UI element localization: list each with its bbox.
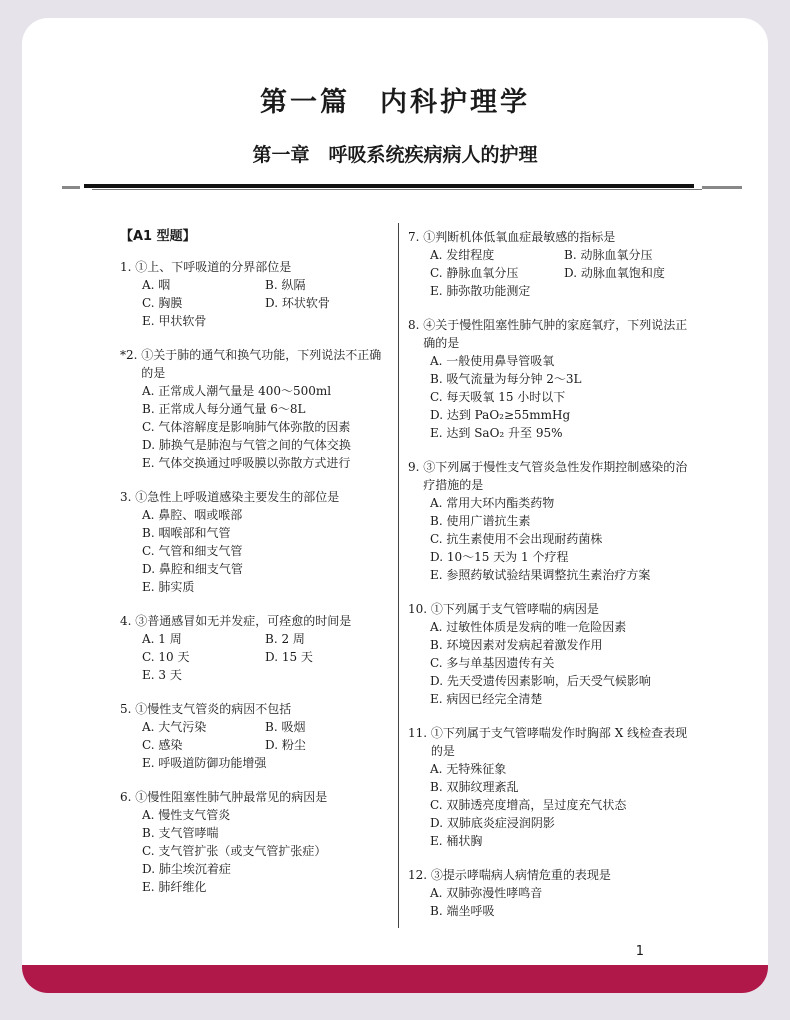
header-rule-thin (92, 189, 702, 190)
answer-option: E. 桶状胸 (430, 834, 483, 848)
option-row (430, 530, 698, 548)
option-row (142, 578, 388, 596)
answer-option: D. 肺换气是肺泡与气管之间的气体交换 (142, 438, 351, 452)
option-row (142, 312, 388, 330)
answer-option: D. 粉尘 (265, 738, 306, 752)
answer-option: D. 动脉血氧饱和度 (564, 266, 665, 280)
option-row (430, 548, 698, 566)
answer-option: B. 双肺纹理紊乱 (430, 780, 519, 794)
question-text: ③下列属于慢性支气管炎急性发作期控制感染的治疗措施的是 (423, 460, 688, 492)
answer-options (408, 760, 698, 850)
answer-option: C. 气体溶解度是影响肺气体弥散的因素 (142, 420, 351, 434)
answer-option: A. 常用大环内酯类药物 (430, 496, 555, 510)
answer-option: B. 环境因素对发病起着激发作用 (430, 638, 603, 652)
answer-option: A. 一般使用鼻导管吸氧 (430, 354, 555, 368)
option-row (142, 418, 388, 436)
answer-option: D. 鼻腔和细支气管 (142, 562, 243, 576)
question-text: ④关于慢性阻塞性肺气肿的家庭氧疗，下列说法正确的是 (423, 318, 688, 350)
column-divider (398, 223, 399, 928)
answer-options (408, 884, 698, 920)
answer-option: C. 10 天 (142, 650, 190, 664)
option-row (142, 276, 388, 294)
answer-option: B. 正常成人每分通气量 6～8L (142, 402, 306, 416)
question-text: ①急性上呼吸道感染主要发生的部位是 (135, 490, 340, 504)
option-row (142, 806, 388, 824)
option-row (430, 282, 698, 300)
question-number: 12. (408, 868, 431, 882)
question-text: ①判断机体低氧血症最敏感的指标是 (423, 230, 616, 244)
answer-option: E. 肺弥散功能测定 (430, 284, 531, 298)
answer-option: A. 咽 (142, 278, 171, 292)
question-number: *2. (120, 348, 142, 362)
answer-option: B. 端坐呼吸 (430, 904, 495, 918)
question-item (120, 788, 388, 896)
question-number: 10. (408, 602, 431, 616)
question-item (120, 258, 388, 330)
answer-option: A. 无特殊征象 (430, 762, 507, 776)
question-text: ①下列属于支气管哮喘发作时胸部 X 线检查表现的是 (430, 726, 688, 758)
question-stem (408, 866, 698, 884)
question-number: 7. (408, 230, 424, 244)
answer-option: C. 静脉血氧分压 (430, 266, 519, 280)
answer-option: C. 双肺透亮度增高，呈过度充气状态 (430, 798, 627, 812)
option-row (430, 814, 698, 832)
answer-options (120, 506, 388, 596)
question-item (408, 866, 698, 920)
answer-option: D. 双肺底炎症浸润阴影 (430, 816, 555, 830)
question-stem (120, 488, 388, 506)
question-number: 6. (120, 790, 136, 804)
option-row (142, 842, 388, 860)
left-column (120, 228, 388, 912)
answer-option: C. 多与单基因遗传有关 (430, 656, 555, 670)
answer-options (408, 352, 698, 442)
header-rule-thick (84, 184, 694, 188)
answer-option: B. 使用广谱抗生素 (430, 514, 531, 528)
option-row (430, 352, 698, 370)
answer-option: A. 1 周 (142, 632, 182, 646)
answer-options (120, 276, 388, 330)
question-item (120, 488, 388, 596)
question-text: ③普通感冒如无并发症，可痊愈的时间是 (135, 614, 352, 628)
question-stem (120, 788, 388, 806)
answer-option: E. 肺纤维化 (142, 880, 207, 894)
question-text: ①上、下呼吸道的分界部位是 (135, 260, 292, 274)
option-row (430, 618, 698, 636)
question-item (408, 316, 698, 442)
answer-option: A. 正常成人潮气量是 400～500ml (142, 384, 332, 398)
option-row (430, 406, 698, 424)
question-stem (408, 228, 698, 246)
question-item (120, 346, 388, 472)
answer-options (408, 246, 698, 300)
question-stem (408, 600, 698, 618)
question-stem (120, 258, 388, 276)
option-row (430, 884, 698, 902)
question-stem (408, 458, 698, 494)
option-row (142, 436, 388, 454)
answer-options (120, 630, 388, 684)
option-row (142, 454, 388, 472)
answer-option: E. 呼吸道防御功能增强 (142, 756, 267, 770)
option-row (142, 542, 388, 560)
option-row (142, 400, 388, 418)
option-row (142, 648, 388, 666)
answer-option: E. 气体交换通过呼吸膜以弥散方式进行 (142, 456, 351, 470)
option-row (142, 524, 388, 542)
answer-option: E. 达到 SaO₂ 升至 95% (430, 426, 563, 440)
option-row (142, 560, 388, 578)
option-row (430, 672, 698, 690)
answer-option: E. 病因已经完全清楚 (430, 692, 543, 706)
question-stem (408, 724, 698, 760)
option-row (142, 506, 388, 524)
answer-option: C. 抗生素使用不会出现耐药菌株 (430, 532, 603, 546)
chapter-title: 第一章 呼吸系统疾病病人的护理 (252, 144, 538, 166)
answer-option: D. 环状软骨 (265, 296, 330, 310)
question-item (120, 612, 388, 684)
page-number: 1 (635, 944, 644, 959)
option-row (430, 690, 698, 708)
question-item (408, 228, 698, 300)
answer-options (408, 494, 698, 584)
question-number: 9. (408, 460, 424, 474)
answer-option: A. 大气污染 (142, 720, 207, 734)
answer-option: A. 鼻腔、咽或喉部 (142, 508, 243, 522)
option-row (430, 832, 698, 850)
answer-option: A. 双肺弥漫性哮鸣音 (430, 886, 543, 900)
answer-option: E. 3 天 (142, 668, 182, 682)
question-number: 5. (120, 702, 136, 716)
header-rule-dash-right (702, 186, 742, 189)
option-row (430, 760, 698, 778)
question-text: ①下列属于支气管哮喘的病因是 (430, 602, 599, 616)
option-row (430, 370, 698, 388)
question-stem (120, 612, 388, 630)
option-row (142, 878, 388, 896)
option-row (430, 796, 698, 814)
option-row (430, 566, 698, 584)
option-row (430, 778, 698, 796)
answer-option: B. 纵隔 (265, 278, 306, 292)
question-stem (120, 700, 388, 718)
answer-option: B. 吸气流量为每分钟 2～3L (430, 372, 582, 386)
right-question-list (408, 228, 698, 920)
header-rule-dash-left (62, 186, 80, 189)
option-row (142, 382, 388, 400)
answer-option: B. 2 周 (265, 632, 305, 646)
answer-option: C. 胸膜 (142, 296, 183, 310)
answer-option: D. 达到 PaO₂≥55mmHg (430, 408, 571, 422)
option-row (142, 736, 388, 754)
question-text: ①慢性阻塞性肺气肿最常见的病因是 (135, 790, 328, 804)
answer-option: C. 气管和细支气管 (142, 544, 243, 558)
question-item (120, 700, 388, 772)
answer-options (120, 806, 388, 896)
document-page (22, 18, 768, 993)
option-row (430, 264, 698, 282)
answer-option: C. 感染 (142, 738, 183, 752)
option-row (142, 824, 388, 842)
answer-options (120, 382, 388, 472)
answer-options (408, 618, 698, 708)
answer-option: A. 发绀程度 (430, 248, 495, 262)
question-number: 11. (408, 726, 431, 740)
bottom-band (22, 965, 768, 993)
question-text: ③提示哮喘病人病情危重的表现是 (430, 868, 611, 882)
answer-option: C. 支气管扩张（或支气管扩张症） (142, 844, 327, 858)
answer-option: E. 肺实质 (142, 580, 195, 594)
question-text: ①慢性支气管炎的病因不包括 (135, 702, 292, 716)
option-row (142, 630, 388, 648)
option-row (430, 494, 698, 512)
option-row (430, 902, 698, 920)
option-row (430, 654, 698, 672)
answer-options (120, 718, 388, 772)
question-number: 3. (120, 490, 136, 504)
answer-option: D. 先天受遗传因素影响，后天受气候影响 (430, 674, 651, 688)
question-stem (408, 316, 698, 352)
answer-option: B. 支气管哮喘 (142, 826, 219, 840)
option-row (430, 636, 698, 654)
option-row (142, 860, 388, 878)
answer-option: D. 15 天 (265, 650, 313, 664)
option-row (430, 424, 698, 442)
right-column (408, 228, 698, 936)
question-number: 1. (120, 260, 136, 274)
answer-option: A. 过敏性体质是发病的唯一危险因素 (430, 620, 627, 634)
answer-option: C. 每天吸氧 15 小时以下 (430, 390, 566, 404)
section-label: 【A1 型题】 (120, 229, 196, 244)
question-item (408, 724, 698, 850)
question-stem (120, 346, 388, 382)
answer-option: E. 甲状软骨 (142, 314, 207, 328)
option-row (142, 294, 388, 312)
question-text: ①关于肺的通气和换气功能，下列说法不正确的是 (141, 348, 382, 380)
answer-option: A. 慢性支气管炎 (142, 808, 231, 822)
part-title: 第一篇 内科护理学 (260, 87, 530, 118)
option-row (430, 246, 698, 264)
question-item (408, 458, 698, 584)
question-number: 8. (408, 318, 424, 332)
answer-option: D. 肺尘埃沉着症 (142, 862, 231, 876)
answer-option: B. 吸烟 (265, 720, 306, 734)
answer-option: E. 参照药敏试验结果调整抗生素治疗方案 (430, 568, 651, 582)
answer-option: B. 咽喉部和气管 (142, 526, 231, 540)
question-item (408, 600, 698, 708)
option-row (430, 388, 698, 406)
left-question-list (120, 258, 388, 896)
option-row (142, 666, 388, 684)
option-row (142, 718, 388, 736)
answer-option: B. 动脉血氧分压 (564, 248, 653, 262)
answer-option: D. 10～15 天为 1 个疗程 (430, 550, 569, 564)
question-number: 4. (120, 614, 136, 628)
option-row (142, 754, 388, 772)
option-row (430, 512, 698, 530)
